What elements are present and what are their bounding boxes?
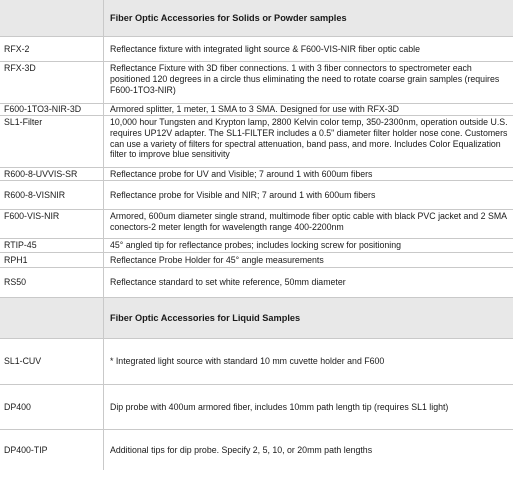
table-row [0, 168, 513, 181]
section-header-blank-cell [0, 0, 104, 36]
part-number: R600-8-UVVIS-SR [0, 168, 104, 180]
part-number: F600-VIS-NIR [0, 210, 104, 238]
part-number: SL1-Filter [0, 116, 104, 167]
part-description: Armored splitter, 1 meter, 1 SMA to 3 SMA. Designed for use with RFX-3D [110, 104, 399, 115]
table-row [0, 430, 513, 470]
part-number: DP400-TIP [0, 430, 104, 470]
table-row [0, 339, 513, 385]
part-description: Reflectance Probe Holder for 45° angle measurements [110, 254, 324, 265]
table-row [0, 210, 513, 239]
part-description: 45° angled tip for reflectance probes; includes locking screw for positioning [110, 240, 402, 251]
part-number: F600-1TO3-NIR-3D [0, 104, 104, 115]
part-description: Dip probe with 400um armored fiber, includes 10mm path length tip (requires SL1 light) [110, 401, 449, 412]
table-row [0, 385, 513, 430]
part-description: * Integrated light source with standard 10 mm cuvette holder and F600 [110, 356, 385, 367]
table-row [0, 268, 513, 298]
table-row [0, 253, 513, 268]
section-heading: Fiber Optic Accessories for Liquid Samples [110, 312, 301, 323]
part-description: Additional tips for dip probe. Specify 2, 5, 10, or 20mm path lengths [110, 444, 373, 455]
part-description: Reflectance probe for UV and Visible; 7 around 1 with 600um fibers [110, 168, 373, 179]
table-row [0, 239, 513, 253]
table-row [0, 37, 513, 62]
part-description: Reflectance probe for Visible and NIR; 7 around 1 with 600um fibers [110, 189, 376, 200]
part-description: Reflectance standard to set white reference, 50mm diameter [110, 277, 346, 288]
part-number: R600-8-VISNIR [0, 181, 104, 209]
part-description: Reflectance fixture with integrated light source & F600-VIS-NIR fiber optic cable [110, 43, 420, 54]
part-description: Armored, 600um diameter single strand, multimode fiber optic cable with black PVC jacket and 2 SMA conectors-2 meter length for wavelength range 400-2200nm [110, 211, 507, 232]
section-heading: Fiber Optic Accessories for Solids or Powder samples [110, 12, 347, 23]
part-number: DP400 [0, 385, 104, 429]
part-number: RPH1 [0, 253, 104, 267]
table-row [0, 181, 513, 210]
part-description: 10,000 hour Tungsten and Krypton lamp, 2800 Kelvin color temp, 350-2300nm, operation outside U.S. requires UP12V adapter. The SL1-FILTER includes a 0.5" diameter filter holder nose cone. Customers can use a variety of filters for spectral attenuation, band pass, and more. Includes Color Equalization filter to improve blue sensitivity [110, 117, 508, 160]
section-header-solids [0, 0, 513, 37]
part-number: RTIP-45 [0, 239, 104, 252]
part-number: SL1-CUV [0, 339, 104, 384]
part-description: Reflectance Fixture with 3D fiber connections. 1 with 3 fiber connectors to spectrometer each positioned 120 degrees in a circle thus eliminating the need to rotate coarse grain samples (requires F600-1TO3-NIR) [110, 63, 500, 95]
section-header-blank-cell [0, 298, 104, 338]
section-header-liquids [0, 298, 513, 339]
table-row [0, 104, 513, 116]
part-number: RFX-3D [0, 62, 104, 103]
part-number: RS50 [0, 268, 104, 297]
table-row [0, 62, 513, 104]
table-row [0, 116, 513, 168]
part-number: RFX-2 [0, 37, 104, 61]
